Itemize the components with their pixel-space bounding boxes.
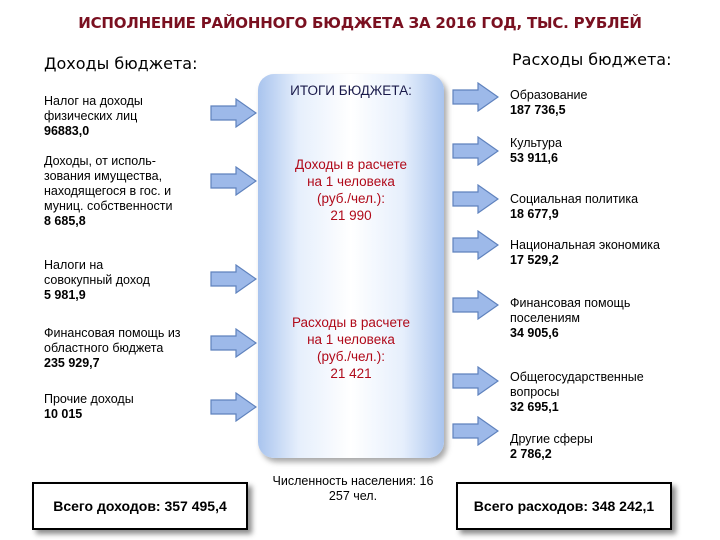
expense-item xyxy=(510,296,660,341)
budget-summary-panel xyxy=(258,74,444,458)
right-arrow-icon xyxy=(210,328,257,358)
expense-item xyxy=(510,370,670,415)
income-item-label: Доходы, от исполь-зования имущества, находящегося в гос. и муниц. собственности xyxy=(44,154,173,213)
income-item-value: 8 685,8 xyxy=(44,214,86,228)
expense-per-capita xyxy=(258,314,444,382)
income-item xyxy=(44,392,174,422)
income-item-label: Налог на доходы физических лиц xyxy=(44,94,143,123)
income-per-capita-value: 21 990 xyxy=(330,208,372,223)
total-income-box: Всего доходов: 357 495,4 xyxy=(32,482,248,530)
right-arrow-icon xyxy=(452,82,499,112)
expense-item-value: 32 695,1 xyxy=(510,400,559,414)
expense-item-value: 17 529,2 xyxy=(510,253,559,267)
right-arrow-icon xyxy=(452,416,499,446)
income-item xyxy=(44,94,174,139)
income-item xyxy=(44,326,204,371)
right-arrow-icon xyxy=(210,392,257,422)
expense-item xyxy=(510,432,670,462)
expense-per-capita-label: Расходы в расчете на 1 человека xyxy=(291,315,411,347)
income-item-value: 10 015 xyxy=(44,407,83,421)
expense-item xyxy=(510,136,690,166)
expense-item-value: 53 911,6 xyxy=(510,151,558,165)
right-arrow-icon xyxy=(210,98,257,128)
income-per-capita-label: Доходы в расчете на 1 человека xyxy=(295,157,407,189)
right-arrow-icon xyxy=(452,136,499,166)
income-item-value: 235 929,7 xyxy=(44,356,100,370)
income-item xyxy=(44,258,174,303)
expense-item-value: 2 786,2 xyxy=(510,447,552,461)
right-arrow-icon xyxy=(210,264,257,294)
expense-item xyxy=(510,192,700,222)
expense-item xyxy=(510,238,710,268)
population-note: Численность населения: 16 257 чел. xyxy=(272,474,434,503)
right-arrow-icon xyxy=(452,366,499,396)
expense-item-value: 34 905,6 xyxy=(510,326,559,340)
expense-item-label: Общегосударственные вопросы xyxy=(510,370,644,399)
expense-item-label: Образование xyxy=(510,88,588,102)
expense-heading: Расходы бюджета: xyxy=(512,50,672,69)
expense-item xyxy=(510,88,690,118)
income-per-capita xyxy=(258,156,444,224)
income-item-value: 96883,0 xyxy=(44,124,90,138)
income-item xyxy=(44,154,194,229)
income-item-value: 5 981,9 xyxy=(44,288,86,302)
expense-item-label: Социальная политика xyxy=(510,192,639,206)
right-arrow-icon xyxy=(452,290,499,320)
income-heading: Доходы бюджета: xyxy=(44,54,198,73)
right-arrow-icon xyxy=(452,230,499,260)
expense-item-label: Финансовая помощь поселениям xyxy=(510,296,631,325)
total-expense-box: Всего расходов: 348 242,1 xyxy=(456,482,672,530)
expense-item-label: Другие сферы xyxy=(510,432,593,446)
expense-item-label: Национальная экономика xyxy=(510,238,660,252)
right-arrow-icon xyxy=(452,184,499,214)
expense-per-capita-value: 21 421 xyxy=(330,366,372,381)
income-item-label: Прочие доходы xyxy=(44,392,134,406)
summary-title: ИТОГИ БЮДЖЕТА: xyxy=(290,83,412,98)
income-item-label: Налоги на совокупный доход xyxy=(44,258,150,287)
expense-item-value: 18 677,9 xyxy=(510,207,559,221)
right-arrow-icon xyxy=(210,166,257,196)
income-item-label: Финансовая помощь из областного бюджета xyxy=(44,326,181,355)
expense-per-capita-unit: (руб./чел.): xyxy=(317,349,385,364)
income-per-capita-unit: (руб./чел.): xyxy=(317,191,385,206)
page-title: ИСПОЛНЕНИЕ РАЙОННОГО БЮДЖЕТА ЗА 2016 ГОД, ТЫС. РУБЛЕЙ xyxy=(78,14,642,32)
expense-item-label: Культура xyxy=(510,136,562,150)
expense-item-value: 187 736,5 xyxy=(510,103,566,117)
